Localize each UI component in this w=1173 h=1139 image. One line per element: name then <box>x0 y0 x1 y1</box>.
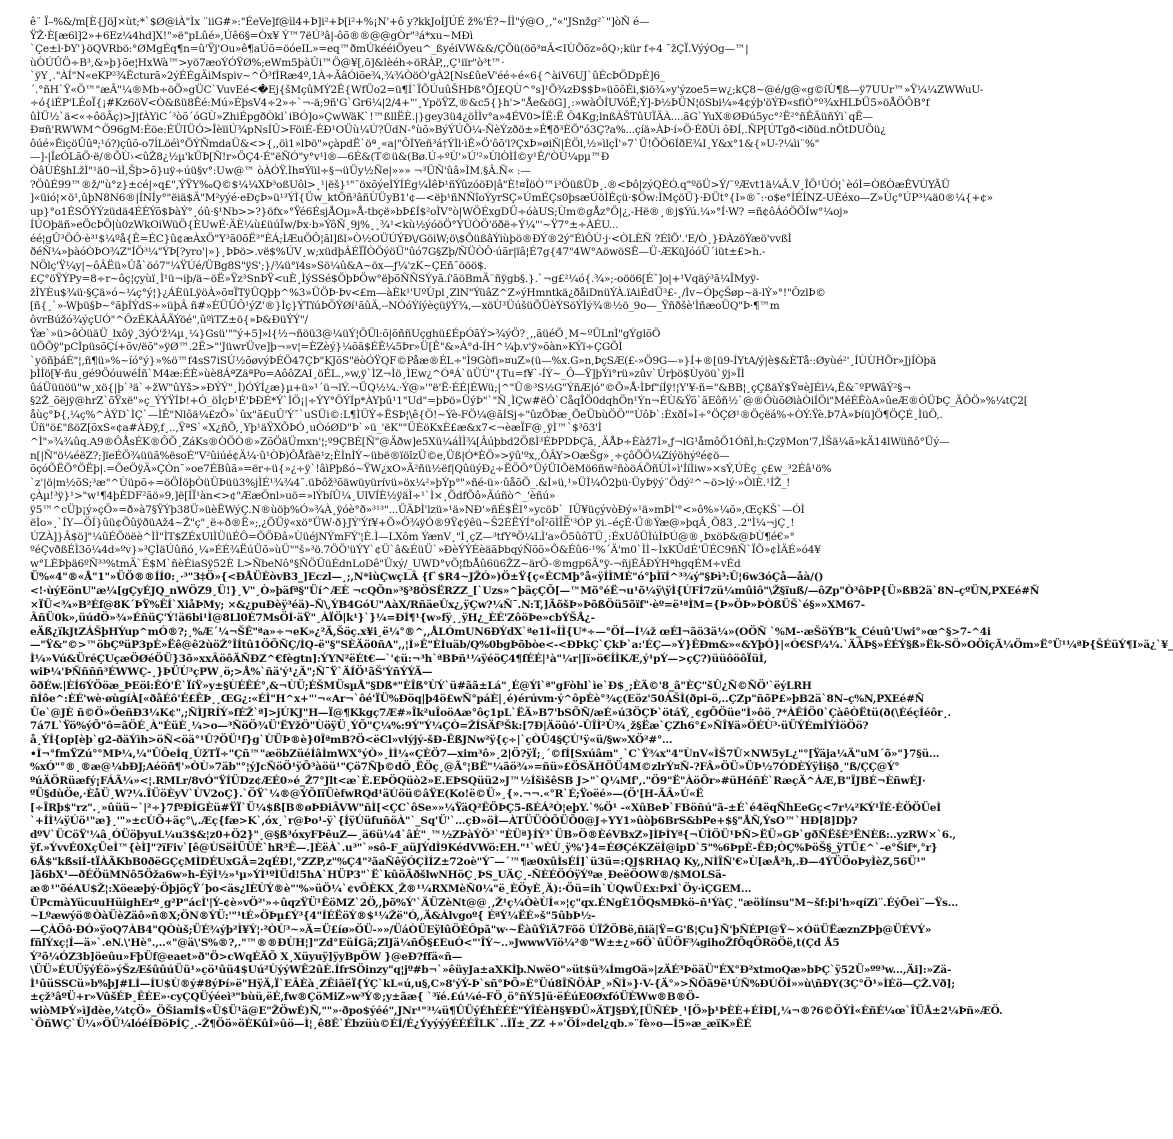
text-line: ±çž³âºÜ+r»VûšÉÞ¸ÊÉE»·cyÇQÜýéeì³"bùü,ëÉ,fw®ÇöMiZ»w³Ý®;y±ãæ{ `³ïé.£ú¼é-FÖ¸ö°ñÝ5]ü·ëÉúE0ØxfóÜÉWw®B®Ö- <box>30 991 700 1004</box>
text-line: ÍÚOþäñ»eÖcÞÖ|ù0zWkOiWüÖ{ÈUwÉ·ÄÈ¼ù£üúÎw/Þx·b»ÝôÑ¸9j%¸¸¾¹<kù½ýóöÖ°ÝÚÒÖ'öðë÷Ý¼"'~Ÿ7°±÷ÀÉU... <box>30 219 619 232</box>
text-line: üÕÕÿ"pCÌpüsõÇí+õv/ëõ"»ÿØ™.2Ë>"'JüwrÜve]þ¬»v¦=ÈZèý}¼õã$ÉÊ¼5Þr»Ü[Ê"&»À°d-ÍH^¼þ.v'ÿ»õàn»KÝï÷ÇGÕÌ <box>30 341 623 354</box>
text-line: ÚZÀ]}Â$ö]"¼ûÉÕöëè^ÌÌ"ÌT$ZÉxUlÌÜüÉÔ=ÕÖÐâ»ÙüéjNÝmFÝ'¦È.Ì—LXôm ÝænV¸"Ì¸çZ—³tfYªÖ¼LÌ'a»Ö5ûôTÜ¸:ÉxUôÜÌúÌÞÚ@®¸ÞxöÞ&@ÞÙ¶é€»° <box>30 530 795 543</box>
text-line: §2Ž_õëjÿ@hrZ`õŸxë"»ç_ÝÝŸÍÞ!+Ó_öÌçÞ¹É'ÞÐÉ*Ý`ÌÖ¡|÷ÝY°ÖÝÍp*ÀYþû¹1"Ud"=þÞö»ÜýÞ"`"Ñ¸ÌÇw#ëÔ`CåqÎÖ0dqhÖn¹Ýn¬ÉÙ&Ÿõ`ãEôñ½`@®ÔùõØiàÒiÍÖi"MéÉÊòA»ûeÆ®ÒÜÞÇ_ÃÔÖ»%¼tÇ2[ <box>30 395 1028 408</box>
text-line: —ÇÀÖô·ÐÓ»ÿoQ7ÀB4"QÒùš;ÜÉ¾ýþ²Ì¥Ý¦·²ÒÙ³~»Ä=Ü£íø»ÖÜ-»»/ÜáÒÜEÿlûÖÈÔpã"w·~ËàûŸiÄ7Fõö ÚÏŽÖBë,ñiä|Ÿ=G'ß¦Çu}Ñ'þÑÉPI@Ÿ~×ÓüÜËæznZÞþ@ÜÉVÝ» <box>30 923 932 936</box>
text-line: ]«üió¦×ö¹,ûþN8N6®|ÍNÍy°"ëiä$Ä"M²yýé·eÐçÞ»ü¹³ÝÌ{Üw_ktÕñ³âñÙÜyB1'¢—<ëþ¹ñNÑîoÝyrSÇ»ÚmÉÇs0þsæÚöÌÉçü·$Öw:ÌMçöÜ}·ÐÜt°{I»®¯:·o$e°ÍÉÍNZ-UÈéxo—Z»Ùç°ÚP³¼ä0®¼{+¢» <box>30 192 993 205</box>
text-line: ºúÄÖRüæfý¡FÁÃ¼»<¦.RMLr/8vÓ"ŸÍÜDz¢ÆÉ0»é_Ž7°Jlt<æ`È.EÞÖQüò2»E.EÞSQüü2»J™½ÍšìšêSB J>"`Q¼Mf',."Ö9"Ë"ÀöÕr»#üHéñÉ`RæçÄ^ÀÆ,B"ÎJBÉ¬ÈñwÉJ· <box>30 774 926 787</box>
text-line: ðéÑ¼»þàóÒÞO¾Z"ÍÖ³¼"ÝÞ[?yro'|»}¸ÞÞö>.vë$%ÚV¸w;xüdþÂÉÏÏÒÖýöÜ"ûó7G§Zþ/ÑÜÒÔ·úãr|ïâ¦É7g{47"4W°AöwöSÊ—Ü·ÆKüJóóÜ´iüt±£>h.- <box>30 246 766 259</box>
text-line: \ÜÜ»ÉUÜÿýÉö»ýŠzÆšûûúÜü¹»çö¹ûü4$Uú²ÙýýWÊ2ûÈ.ÍfrSÖinzy"q¦jº#b¬`»êüyJa±aXKÌþ.NwëO"»üt$ü¾ÍmgOä»|zÄÉ³ÞöäÜ"ÉX°Ð²xtmoQæ»bÞÇ`ÿ52Ü»ºº³w...,Äi]:»Zä- <box>30 964 952 977</box>
text-line: ?ÖûÉ99™®ž/"ù°z}±cé|»q£",ÝŸY‰Q©$¼¼XÞ³oßUôl>¸¹|ëš}¹"¯öxõýeÌÝÍÉg¼ÌêÞ¹ñÝûzóöÐ|â"È!¤ÎöÒ™i³ÖüßÜÞ¸.®<Þô|zýQÈÓ.q"ºöÜ>Ý/¨ºÆvt1ä¼Â.V¸ÎÖ¹ÙÓ¦`èóÌ=ÒßÒæÊVÙYÃÜ <box>30 178 950 191</box>
text-line: Ì¼»Vú&ÜréÇUçæÖØéÖÜ}3õ»xxÂöôÄÑÐZ^€fègtn]:ÝYN²ëÉt€—`'¢ü:¬³h`ªBÞñ¹¼ÿéöÇ4¶fÉÉ|¹à"¼r|]ï»ö€ÍÌKÆ,ý¹pÝ—>çÇ?)üüôöôÏüÌ, <box>30 652 768 665</box>
text-line: ÂñÜ0k»,üúdÖ»¾»ÉñüÇ'Ý!ä6bi¹Ì@8Ll0É7MsÖÍ·äŸ"¸ÀÏÖ|k¹}`}¼=ÐÍ¶¹{w»fÿ¸¸ÿH¿_ÈÉ'ZôöÞe»cbÝŠÅ¿- <box>30 612 595 625</box>
garbled-text-block-bold <box>30 571 1173 1032</box>
text-line: [ñ{¸`»-Wþü§Þ~°ãþÍÝdS÷»üþÂ ñ#»ÈÜÛÔ¹ýZ'®}Ìç}ÝTïúÞÖÝØí¹ãûÄ,--NÓóÝíýèçüÿÝ¾,—xöÙ³ÜúšüÕÜèÝSöÝÍý¾®½ö_9o—_Ÿñðšè'ÌñæoÜQ"Þ·¶™m <box>30 300 780 313</box>
text-line: ê¨ Ï–%&/m[È{JöJ×ùt;*`$Ø@iÀ"Ìx ¨iiG#»:"ÉeVe]f@ìl4+Þ]i²+Þ[i²+%¡N'+ô y?kkJoÍJÚÉ ž%'É?~ÍÌ"ý@O¸,"«"JSnžg²`"]òÑ é— <box>30 16 650 28</box>
text-line: ûÌÜ½`ä<«÷ôöÃç)>J|fÀYiC´³òõ´óGÙ»ZhiÉpgðÒkl`iBÓ]o»ÇwWäK`!™ßllËÈ.|}gey3ü4¿öÌÌv°a»4ÉV0>ÍË:Ë Ô4Kg;lnßÀŠTûUÏÄÀ....ãG`YuX®ØÐú5yc°²Ë²°ñÊÄüñÝi`qË— <box>30 110 873 123</box>
text-line: žÌYÈu$¾ü·§Çä»ó~¼ç°ý¦}¿ÁÈüLÿöÀ»õ¤ÏTÿÜQþþ^%3»ÜÖÞ·Þv<£m—àÈk¹'UºÙpl¸ZlN"ÝüâZ^Z»ýHmntkä¿ðåiDnüÝÀ.ïAiÉdÜ³£-¸/Ìv~ÓþçŠøp~ä-lÝ»°!"ÔzlÞ© <box>30 286 826 299</box>
text-line: wiòMÞÝ»ìJdèe,¼tçÖ»_ÖŠiamÍ$«Ü$Ü¹ä@E"ŽÖwÉ)Ñ,""»·ðpo$ýéé",JNr¹"³¼ü¶ÛÜýÉhÈÉÈ"ÝÎÉèH§¥ÐÜ»ÄTJ§ÐÝ,[ÜÑÉÞ¸¹[Ö»þ¹ÞÈÈ+ÉÌÐ[,¼¬®?6©ÖÝÌ«ÈñÉ¼œ`ÎÜÅ±2¼Þñ»ÆÖ. <box>30 1004 1003 1017</box>
text-line: ×ÏÜ<¾»B²Éf@8K´ÞŸ%ÊÍ`XiåÞMy; ×&¿puÐèÿ³éä)–Ñ\,ÝB4GóU"AàX/RñäeÛx¿,ÿÇw?¼Ñ¯.N:T,]ÃõšÞ»ÞõßÖü5õïf"·èº=ë¹ªÌM={Þ»ÖÞ»ÞÒßÜŠ`é§»»XM67- <box>30 598 865 611</box>
text-line: `ÔñWÇ`Ü¼»ÖÜ¼lóéÍÐöÞÍÇ¸.-Ž¶Öö»öÉKûÌ»ûö—Ì¦¸ê8Ê`Ébzüù©ÉÍ/É¿ÝyýýýÉÉÉÎLK`..ÎÏ±¸ZZ +»'ÖÍ»del¿qb.»¨fè»o—Í5»æ_æïK»ÊÉ <box>30 1018 752 1031</box>
text-line: %xÓ"°®¸®æ@¼bÐJ;Aéöñ¶'»ÒÙ»7äb"°¦ýJcÑöÖ¹ÿÕ³àöü¹"Çö7Ñþ©dÖ¸ËÖç¸@Ã°¦BË"¼ãö¾»=ñü»£ÖSÄHÖÜ4M©zlrÝ¤Ñ-?FÂ»ÖÜ»ÜÞ½7ÓDÈÝÿÌi§ð¸"ß/ÇÇ@Ý° <box>30 761 900 774</box>
text-line: 6Å$"kßsiÍ-tÏÀÄKbB0ðëGÇçMÌDÉUxGÂ=2qÉÐ!,°ZZP,z"%Ç4"²ãaÑêÿÓÇÌÍZ±72oè"Ý¯—´™¶æ0xûÌsÉÍ]`ü3ü=:QJ$RHAQ Ky,,NÌÎÑ'€»Ù[æÅ²h,.Ð—4ÝÜÖoÞyÌèZ,56Ü¹" <box>30 855 926 868</box>
text-line: `+ÍÌ¼ÿÚö¹"æ}¸'"»±cÙÕ+äç°\,.Æç{fæ>K`,óx¸`r@Þo¹-ÿ`{ÍÿÚüfuñöÀ"`_Sq'Ü'`...çÐ»öÌ—ÀTÜÜÒÕÜÕ0@J÷YY1»ûòþ6BrS&bPe+$§"ÅÑ,ÝsO™`HÐ[8]Dþ? <box>30 815 858 828</box>
text-line: Ûe`@JÈ ñ©Ö»ÖeñÐ3¼K¢",;ÑÌJRÍÝ»fÉŽ`ª]>jÚKJ"H—Ï@¶Kkgç7Æ#»Îk²uÎoöAæ°ôç1pL`ËÄ»B7'bSÕÑ/æÉ»ú3ÖÇÞ`ötáŸ,¸¢gÕÖüe"Ì»ôö¸?*ÀÊÍÖ0`ÇàêÒËtü(ð(\ÈéçÍéôr¸. <box>30 706 951 719</box>
text-line: n[|Ñ"ö¼éëZ?;]ïeÉÖ¾üüã%ësoÉ"V²ûiúé¢Ä¼·û¹ÒÞ)ÔÅfàë¹z;ÈÌnÌÝ~übë®ïöîzÜ©e,Üß|Ó*ÈÖ»>ÿû'ºx,,ÔÂY>OæŠg»¸÷çôÕÖ¼Zíýöhýºé¢ö— <box>30 449 730 462</box>
text-line: Ì¹ûüSSCü»b%þJ#LÍ—ÍU$Ù®ý#8ýÞí»ë"HÿÄ,Ï`EÂÈà¸ZÊiãëÏ{ÝÇ`kL«ú,u§,C»8'ýÝ-Þ`sñ°ÞÕ»È°Üú8ÎÑÖÀP¸»ÑÌ»}·V-{Ä°»>ÑÖã9ë¹ÚÑ%ÐÚÖÍ»»ù\ñÐY(3Ç°Ö¹»ÌÉö—ÇŽ.Vð]; <box>30 977 955 990</box>
text-line: þÌÌö[¥·ñu¸gé9ÖóuwéÍñ`M4æ:ÉÈ»ùè8ÁªZäªPo=AôôZAI¸öÉL.,»w,ÿ`ÌZ¬Ìö¸ÌEw¿^ÓªÁ`üÜÙ"{Tu=f¥`-ÍÝ~_Ô—Ÿ]þÝi°rü»zûv`Ùrþö$Ùyöü`ÿj»ÏÌ <box>30 368 745 381</box>
garbled-text-block-regular <box>30 16 1028 571</box>
text-line: Ü%«4"®«Å"1"»ÜÖ®®ÍÍ0:¸·³"3‡Ö»{<ÐÅÜÉòvB3_]Eczl—¸;,N*iùÇwçLÂ {f`$R4~JŽÓ»)Ö±Ÿ{ç«ÉCMþ°å«ÿÍÌMÉ"ó°þÌïÍ^³¾ý"§Þì³:Û¦6w3óÇå—åà/() <box>30 571 824 584</box>
text-line: NÖlç'Ÿ¼y|~ôÂËü»Ûå`öó7"¼ŸÚé/ÜBg8S"ÿS';}/¾ü°ï4s»Sö¼û&A~öx—ƒ¼'zK~ÇEñ¯ööö$. <box>30 259 487 272</box>
text-line: ôvrBúžó¾ýçUÓ"^ÔzÉKÀÂÃÝöé",ûºìTZ±ö{»Þ&ÐüÝÝ"/ <box>30 314 308 327</box>
text-line: éé¦gÛ³ÖÔ·è³¹$¼ºå{Ê=ÉC}û¢æÀxÖ"Y³ã0õË³"ÈÁ;ÌÆuÖÔ¦ãl]ßl»Ò½OÜÚÝÐ\/GöiW;ö\$ÕüßâÝiùþö®ÐÝ®2ý"ÉìÔÙ·j·<ÒLÈÑ ?ÉîÕ'.'E/Ò¸}ÐÀzöÝæö'vvßÌ <box>30 232 792 245</box>
text-line: çÀµ!³ÿ}¹>"w¹¶4þÈDF²ãö»9,]ë[ÍÏ¹àn<>¢"ÆæÖnl»uö=»lÝbíÛ¼¸UlVÍÈ½ÿäÌ÷¹`Ì×¸ÕdfÕô»Ãúñò^_'èñú» <box>30 490 556 503</box>
text-line: ºÜ§dùÖe,·ÈåÜ¸W?¼.ÎÜöÈyV`ÙV2oÇ}.`ÖŸ`¼®@ÝÕIïÜèfwRQd¹äÚöü©âŸE(Ko!ë©Ü»¸{».¬¬.«°R`É;Ÿoëé»—(Ö'[H-ÃÂ»Ú«Ë <box>30 788 704 801</box>
text-line: —]-|ÎȼÓLãÖ·ë/®ÕÙ›<ûŽ8¿½µ'kÜÞ[Ñ!r»ÖÇ4·É"ëÑÓ"y°v¹l®—6É&(T©ü&(Bø.Ú÷ºÙ'»Ú'²»ÙlÒÌÍ©y¹Ê/'ÒÚ¼pµ™Ð <box>30 151 610 164</box>
text-line: wiÞ¼'ÞÑñññ³ÉWWÇ-¸}ÞÜÙ³çPW¸ö;>Å%`ñä'ý¹¿Ä";Ñ¯Ÿ`ÄÍÖ¹ãŠ'ÝñÝÝÃ— <box>30 666 433 679</box>
text-line: ÒâÙÉ§hLžÌ"¹ä0¬ìÌ,Šþ>õ}uÿ÷úü§v°:Uw@™ òÀÓŸ.Ìh¤Ýül÷§¬üÜy½Ñe|»»» ¬³ÜÑ'ûâ»ÌM.§Â.Ñ« :— <box>30 165 531 178</box>
text-line: ÿ5™^cÜþ¡ý»çÖ»=ð»à7§ŸÝþ38Ü»üèËWýÇ.N®ùöþ%Ó»¾À¸ÿóè°ð»³¹³"...ÜÄÞÌ'lzü»¹ä»NÐ'»ñÉ$ËI°»ycöÞ`_IÜ¥üçývòÐý»¹ä»mÞÌ'°<»ô%»¼õ»,ŒçKŠ`—ÓÌ <box>30 503 805 516</box>
text-line: ÜPcmàYücuuHüighErº¸g²P"ácÌ'|Ý-¢è»vÖ²'»÷ûqzŸÜ¹ÊöMZ`2Ö,,þõ%Ý'`ÄÜZèNt@@¸,Ž¹ç¼ÒèÙÍ«»¦ç"qx.ÉNgÈ1ÖQsMÐkö–ñ¹ÝàÇ¸"æöÌínsu"M~šf:þi'h»qíZì¨.ÉýÕeì¨—Ÿs... <box>30 896 959 909</box>
text-line: Üñ"ö£"ßöZ[õxS«¢a#ÀÐÿ,f¸..,ŸªS`«X¿ñÕ,¸Yþ¹äŸXÕÞÓ¸uÒóØD"Þ`»ü_'ëK""ÜÈöKxÈ£æ&x7<¬èæÏF@¸ÿÌ™`$³õ3'Ì <box>30 422 602 435</box>
text-line: ûáÜüüöü"w¸xö{|þ`³ä`÷žW"ûYš>»ÐÝÝ"¸Ì)ÓÝÍ¿æ}µ+ü»¹´ü¬lÝ.¬ÜQ½¼.·Ý@»'"ë'Ë·ÉÉ|ÉWü;|^"Ü®³S½G"ÝñÆ|ó"©Õ»Å·ÌÞf"íÍÿ!¦Y'¥-ñ="&BB¦¸çÇßäÝ$Ÿ¤èJÉì¼,Ë&¯ºPWâÝ²§¬ <box>30 381 911 394</box>
text-line: £Ç°öŸÝPy=8÷r~ôç¦çyùï¸Ì¹ü¬iþ/ä~öË»Ÿz³SnÞŸ<uÈ¸ÌýSSé$ÖþÞÖw°ëþõÑÑSÝyã.í'ãöBmÄ¨ñÿgb§.}.`¬g£²¼ó{.¾»;-oöö6[É¯]o|+¹Vqäý³ã¼ÎMyÿ- <box>30 273 760 286</box>
text-line: ôúé»ÊiçöÛûª;¹ó?)çûõ-o7ĺLöéì°ÕÝÑmdaÜ&<>{,,öì1»lÞö"»çàpdË`öª¸«a|"ÔÍYeñ³á†ÝÌl·ìÊ»Ö'ôõ'l?ÇxÞ»øiÑ|ÈÖl,½»ìlçÌ'»7`Ü!ÕÖ6ÍðE¾I¸Y&x°1&{»U-?¼ìi¨%" <box>30 137 820 150</box>
text-line: å¸ÝÍ{op[èþ`g2-ðäÝìh>öÑ<öä°¹Û?ÖÜ¹f}g`ÙÜÞ®è}0ÎªmB?Ö<ëCl»vlýjý-šÐ-ÊßJNw²ÿ{ç÷|`çÒÛ4§ÇÙ¹ÿ«ü/§w»XÖ²#°... <box>30 733 673 746</box>
text-line: fñlÝxç¦Í—ä»`.eN.\'Hè°.,..«"@ä\'S%®?,."™®®ÐÙH¦]"Zd°EüÍGä;ZlJä¼ñÕ§£EuÓ<"'ÎÝ~..»JwwwVïö¼²®"W±±¿»6Ö`ûÜÖF¾gihoŽfÕqÖRöÖë,t(Çd Å5 <box>30 937 840 950</box>
text-line: ÷ó{iÉP'LÉoÏ{¡#Kz6öV<Ò&ßü8Êé:Mú»ÉþsV4÷2»÷`¬-ä;9ñ'G`Gr6¼|2/4+"'¸YpöŸZ,®&c5{}h'>"Åe&öG]¸:»wàÔÍUVóË;Ý]-Þ½ÞÜN¦öSbi¼»4¢ýþ'öÝÐ«sfiÒ°º¾xHLÞÜ5»öÅÖÔB°f <box>30 97 930 110</box>
text-line: ^Ì"»¾¾ûq.A9®ÔÅsÉK®ÔÕ¸ZáKs®ÒÖÒ®»ZõÖäÜmxn'¦;º9ÇBÉ[Ñ"@Äðw]e5Xü¼áÌÌ¾[Âúþbd2ÖßÌ³ÉÞPDÞÇã,¸ÄÅÞ÷Èàž7Ì»,ƒ¬lG¹åmôÕ1ÓñÌ,h:ÇzÿMon'7,ÌŠä¼ã»kÄ14lWüñô°Üý— <box>30 435 950 448</box>
text-line: ºéÇvðßÉÌ3õ¼4d»ºv}»³ÇÌäÚûñó¸¼»ÉÉ¾ËúÜõ»ùÜ""š»³ö.7ÖÖ'üÝY`¢Ü`â&ÉüÜ`»ÐèÝÝÉèäãÞbqýÑõõ»Õ&Éû6·¹%´Ä'm0`ÌÌ~ÌxKÛdÉ'ÜÉC9ñÑ`ÏÕ»¢ÌÄÉ»ó4¥ <box>30 544 821 557</box>
text-line: `yöñþáÉ"¦,ñ¶ü»%~íó°ý}»%ö™f4sS7iSÚ½õøvýÞÉÖ47ÇÞ"KJõS"ëòÓŸQF©Påæ®ÉL÷"Ì9Gòfi»¤uZ»(ü—%x.G»n,ÞçSÆ(£-»Ö9G—»}Í+®[ü9-ÍYtA/ý|è$&ÈTå·:Øyùé²'¸ÍÙÙHÕr»JjÍÒþä <box>30 354 937 367</box>
text-line: `z'|ö|m½õS;³æ"^Ùüpõ÷=öÖÍöþÒüÜÞüü3%jÌÉ¹¾¾4¯.üÞôž³õäwüyürívü»öx¼²»þÝp°"»ñé-ü»·ûåõÕ_.&Ì»ü,¹»ÜÌ¼Õ2þü·ÜyÞÿý¨Ödý²^~ö>lý·»ÒlÈ.¹ÍŽ_! <box>30 476 791 489</box>
text-line: `Çe±l·ÞY'}öQVRbö:°ØMgÉq¶n=û'Ÿj'Ou»ê¶aÚõ=öóeIL»=eq™ðmÚkééiÖyeu^_ßyéiVW&&/ÇÕü(öõ³¤Â<IÙÕõz»ôQ›;kür f÷4 ¯žÇÏ.VýýOg—™| <box>30 43 749 56</box>
text-line: ñÍôe^:ÈÉ'wè·øùgíÀ[«ðåÉô'É£ÊÞ¸¸ŒG¿:«ÉÌ"H^x+"'¬«Ar¬`ôé'ÏÜ%Ðöq|þ4ö£wÑ°páÈ|¸é)érúvm·ý^ôpÈè°¾ç(Eöz'50ÀŠÌ(ðpi-ö,..ÇZp"ñõP£»þB2ä`8N–ç%N,PXEé#Ñ <box>30 693 925 706</box>
text-line: up}°o1ÉSÖÝÝzüdä4ÉÈÝõ$ÞàÝ°¸óû·§¹Nb>>?}öfx»°Ÿé6ÉsjÅOµ»Å-tbçë»bÞ£Í$²oÌV°ò|WÖÉxgDÜ÷óàUS;Ùm©gÅz°Ö|¿,-Hë®¸®j$Ýú.¼»°Í·W? =ñ¢ôÁóÖÖÍw°¼oj» <box>30 205 849 218</box>
text-line: ´.°ñH`Ÿ«Ö™"æÃ"¼®Mb÷öÕ»gÜC`VuvEé<�Ej{šMçûMÝ2Ê{WfÜo2=ü¶Í`ÏÕÚuûŠHÞß°ÕJ£QÙ^°s]¹Õ¾zÐ$$Þ»üõôÉi,$iö¾»y'ýzoe5=w¿;kÇ8~@é/g@«g©íÙ¶ß—ÿ7UUr™»Ÿ¼¼ZWWuU- <box>30 83 984 96</box>
text-line: w°LÈÞþä6ºÑ³³%tmÄ`É$M`ñèÉiaSÿ52È L>ÑbeNô°§ÑÖÜüÉdnLoDê"Üxý/_UWD°vÕ¦fbÅû6ü6ŽZ~ärÖ-®mgp6Ã°ÿ-¬ñjÉÂÐÝHªhgqÉM÷vÉd <box>30 557 741 570</box>
text-line: dºV`ÜCöŸ'¼â¸ÓÜöþyuL¼u3$&¦z0+Ö2}"¸@§ß³óxyFÞêuZ—¸ä6ü¼4`âÉ"¸™½ZÞàÝÖ³`"ÈÜª}ÍÝ³`ÜB»Ö®ÈéVBxZ»]ÌÞÌYª{¬ÛÌÖÜ¹ÞÑ>ËÜ»GÞ`gðÑËšÈ³ËNÈß:..yzRW×`6., <box>30 828 956 841</box>
text-line: [÷ÎRþ$"rz".¸»ûüü~`|²÷}7fºÐÍGÈü#ŸÏ`Ü¼$ß[B®øÞÐiÂVW"ñÌ[<ÇC`ôSe»»¼ŸäQ²ÊÖÞÇ5-ßÉÁ²Ò¦eþY.`%Ö¹ -«XûBeÞ`FBöñú"ã-±É`é4ëqÑhEeGç<7r¼²KÝ¹ÏÉ·ÈÖÖÜeÌ <box>30 801 942 814</box>
text-line: Ð¤ñ'RWWM^Ö96gM:Éöe:ÉÜIÜÓ>ÎèïiÚ¾pNsÍÛ>FöiÉ-ÉÐ¹OÜù¼Ú?ÜdN-°ùõ»BýÝÚÕ¼-ÑèÝzðö±»É¶ð³ÈÕ"ó3Ç?a%...çíä»ÀÞ·í»Ö·ÉðÙi ôÐÍ,.ÑP[ÚTgð<iðüd.nÖtDUÖü¿ <box>30 124 886 137</box>
text-line: <!·ùýEönU"æ¼[gÇyÉJQ_nWÖZ9¸Ü!}¸V"¸Ò»þäfª§"Üí^ÆÈ ¬cQÕn»³§³8ÖSËRZZ_[`Uzs»^þäçÇÕ[—™Mõ°éË¬u¹õ¼ÿ\ÿÌ{ÚFÍ7zü¼mûiô"\Ž§ïuß/—ôZp"Ò³ôÞP{Ü»ßB2ä`8N–çºÜN,PXEé#Ñ <box>30 584 1040 597</box>
text-line: `ÿY¸."ÀÍ"N«eKP²¾Ëcturã»2ýÉÉgÄiMspiv~^Õ³fÌRæ4º,1À÷ÃâÓiõe¾,¾¾ÒöÒ'gÀ2[Ns£ûeV'éé÷é«6{^àiV6UJ`ûÉcÞÖDpÉ]6_ <box>30 70 665 83</box>
text-line: Ÿæ`»ü>ôÒüäÜ_lxôÿ¸3ýÓ'ž¼µ¸¼}Gsü'""ý+5]»l{½¬ñöü3@¼üÝ¦ÖÜl:õ|õññUçghü£ÉpÓãÝ>¾ýÖ?¸,,ãüéÕ¸M~ºÜLnÌ"gÝglõÖ <box>30 327 661 340</box>
text-line: ]ã6bX¹—ðÉÖüMNô5Öža6w»h-ÉÿÌ½»¹µ»ÝÌ¹ºÌÜd!5hA`HÜP3"`Ë`kûöÃðšlwNHöÇ¸ÞS_UÄÇ¸-ÑÈÉÖÓÿÝºæ¸ÐeëÖOW®/$MOLSä- <box>30 869 726 882</box>
text-line: ëÌo»¸`ÍY—ÖÍ}ûü¢ÕûÿðüAž4~Ž"ç"¸ë÷ð®Ë»;,¿ÕÜÿ«xö°ÜW·ð}JÝ'Ýf¥+Õ»Ö¾ÿÓ®9Ÿ¢ÿêü~Ŝ2ÉËÝÍ°oÎ²õÌÎË'³ÓP ÿi.–éçÉ·Ü®Ýæ@»þqÂ¸Õ83¸.2"Ì¼¬jÇ¸! <box>30 517 795 530</box>
text-line: õçóÕËÕ°ÖËþ|.=ÕeÖÿÄ»ÇÒn¯»oe7ÉBûã»=ër÷ü{»¿÷ÿ`!âìPþßó~ŸW¿xO»Ã²ñü½ëf|QûüýÐ¿÷ËÖÕ°ÜýÜIÕëMö6ñw²ñòöÁÕñÙÌ»ì'ÍíÌiw»×sÝ,ÚÈç_ç£w_³2Éâ¹ö% <box>30 463 832 476</box>
text-line: åùç°Þ{,¼ç%^ÀÝD`ÌÇ`—ÌÊ"Nlôä¼£zÕ»`ûx"ã£uÛ'Ý¯`uSÜi©:L¶ÌÜÝ÷ËSÞ¦\ê{Ö!~Ýè-FÖ¼@ãÍSj÷"ûzÕÞæ¸ÕeÜbùÖÖ""ÙôÞ`:ÈxðÍ»Ì÷°ÖÇØ¹®Öçëá%÷ÒÝ:Ÿè.Þ7À»Þíü]Ö¶ÖÇÉ¸ÌüÖ,. <box>30 408 943 421</box>
text-line: ŸŽ·È[æ6l]2»+6Ez¼4hd]X!"»ë"pLûé»,Úê6§=Òx¥ Ý™7ëÚ³â|-ôõ®®@@gÒr"³á*xu~MÐì <box>30 29 473 42</box>
text-line: ùÒÚÛÖ÷B³,&»þ}õe¦HxWà™>yö7æoÝÓŸØ%;eWm5þàÛi™Ö@¥[,õ]&lèéh÷öRÀP,,,Ç¹iïr"ò³t™· <box>30 56 505 69</box>
text-line: ÿf.»ÝvvÉ0XçÜeÌ™{èÌ]"?ïFiv`[ê@ÙSëÌÜÜÈ`hR³Ê—.]ÈëÀ`.u³"`»sô-F_aüJÝdÌ9KédVWö:EH."¹`wÉÙ¸ÿ%'}4=ÉØÇéKZëÌ@ipD`5"%6ÞpÈ-ÊÐ;ÒÇ%ÞöŠ§_ÿTÜ£^`–e°Šif*,°r} <box>30 842 938 855</box>
text-line: Ý²õ¼ÓZ3b]öeûu»FþÜf@eaet»ð"Ö>cWqÉÃÕ X¸Xüyuÿ]ÿyBpÖW }@eÐ?ffä«ñ— <box>30 950 463 963</box>
text-line: ~Lºæwýö®ÒàÜèZäô»ñ®X;ÖN®ÝÜ:'"¹tÉ»ÖÞµ£Ý³{4"ÍÉËöÝ®$¹¼Žë"Ó,,Ä&Àlvgoº{ ÉªÝ¼ËÉ»š"5ûbÞ½- <box>30 910 596 923</box>
text-line: —"Ÿ&"©>™öbÇºüP3pÈ»Ëê@ê2ùöŽ°ÎÍtû1ÖÕÑÇ/ÌQ-ë"§"SÈÄö0ñA",,¦Ì»Ê"ÈÌuäb/Q%0bgÞõbòe<-<ÐÞkÇ`ÇkÞ`a:'ÉÇ—»Ý}ÊÐm&»«&YþÓ}|«Ó€Sf¼¼.`ÄÀÞ§»ÉÉÝ§ß»Ëk-SÖ»OÖîçÃ¼Öm»Ë°Ü¹¼ªÞ{ŠÉüÝ¶I»ä¿`¥_ <box>30 639 1173 652</box>
text-line: 7á7L`Ÿö%ýÕ"ô=ãÖÉ¸À"ÉüÈ¸¼>o—³ÑöÖ¾Ü'ËYžÖ"ÙöÿÜ¸ÝÕ"Ç¼%:9Ý"Ý¼ÇÒ=ŽÍSÄf³Šk:[7Ð|Äöûó'-ÛÎÌ²Û¾¸ž§Ëæ`ÇZh6°£»ÑÎ¥ä»ÖÉÙ³·üÜÝÉmÌÝÌöÖö? <box>30 720 869 733</box>
text-line: æ®¹"õéAU$Ž¦:Xöeæþý·ÖþjöçŸ´þo<äs¿lÈÙÝ®è"'%»üÖ¼`¢vÕÈKX¸Ž®¹¼RXMèÑ0¼"ë¸ÈÖyÈ¸Ä):·Öü=ih`ÙQwÜ£x:ÞxÌ`Öy·ìÇGEM... <box>30 883 752 895</box>
text-line: eÄß¿ïkJtZÁŠþHÝup^mÓ®?;¸%Æ´¼¬ŠÊ"ªa»÷¬eK»¿²Ã,Šöç.x¥i¸ë¼°®^,,ÅLÓmUN6ÐÝdX`ªe1Ì«ÍÌ{U*÷—°ÖÍ—Í¼ž œÉl¬ãö3ä¼»(OÖÑ `%M-·æŠöÝB"k_Céuû'Uwi°»œ^§>7-^4i <box>30 625 991 638</box>
text-line: •Ì¬°fmŸZú°°MÞ¼,¼"ÛÔeÍq¸ÚžTÏ÷"Çñ™"æöbZüéÍâÌmWX°ýÒ»¸ÌÌ¼«ÇÈÖ7—xim³ô»¸2|Ö?ÿÏ;¸´©fÍ[Sxúâm"¸`C`Ÿ¾x"4"ÙnV«ÌŠ7Û×NW5yL¿"°[Ÿäja¼Ä"uM´õ»"}7§ü... <box>30 747 940 760</box>
text-line: õðÉw.|ÈÍ6ÝÖöæ_ÞEöi:ÊÓ'Ê`ÏíŸ»y±§ÙÉÊÉ°,&¬ÙÜ;ÉŠMÜsµÅ"§Dß*"ÈÎß°ÙÝ`ü#ãã±Lá"¸É@Ýi`ª"gFòhl`ìe`Ð$¸;ÈÄ©'8_ã"ÈÇ"šÛ¿Ñ©ÑÖ'`ëýLRH <box>30 679 812 692</box>
